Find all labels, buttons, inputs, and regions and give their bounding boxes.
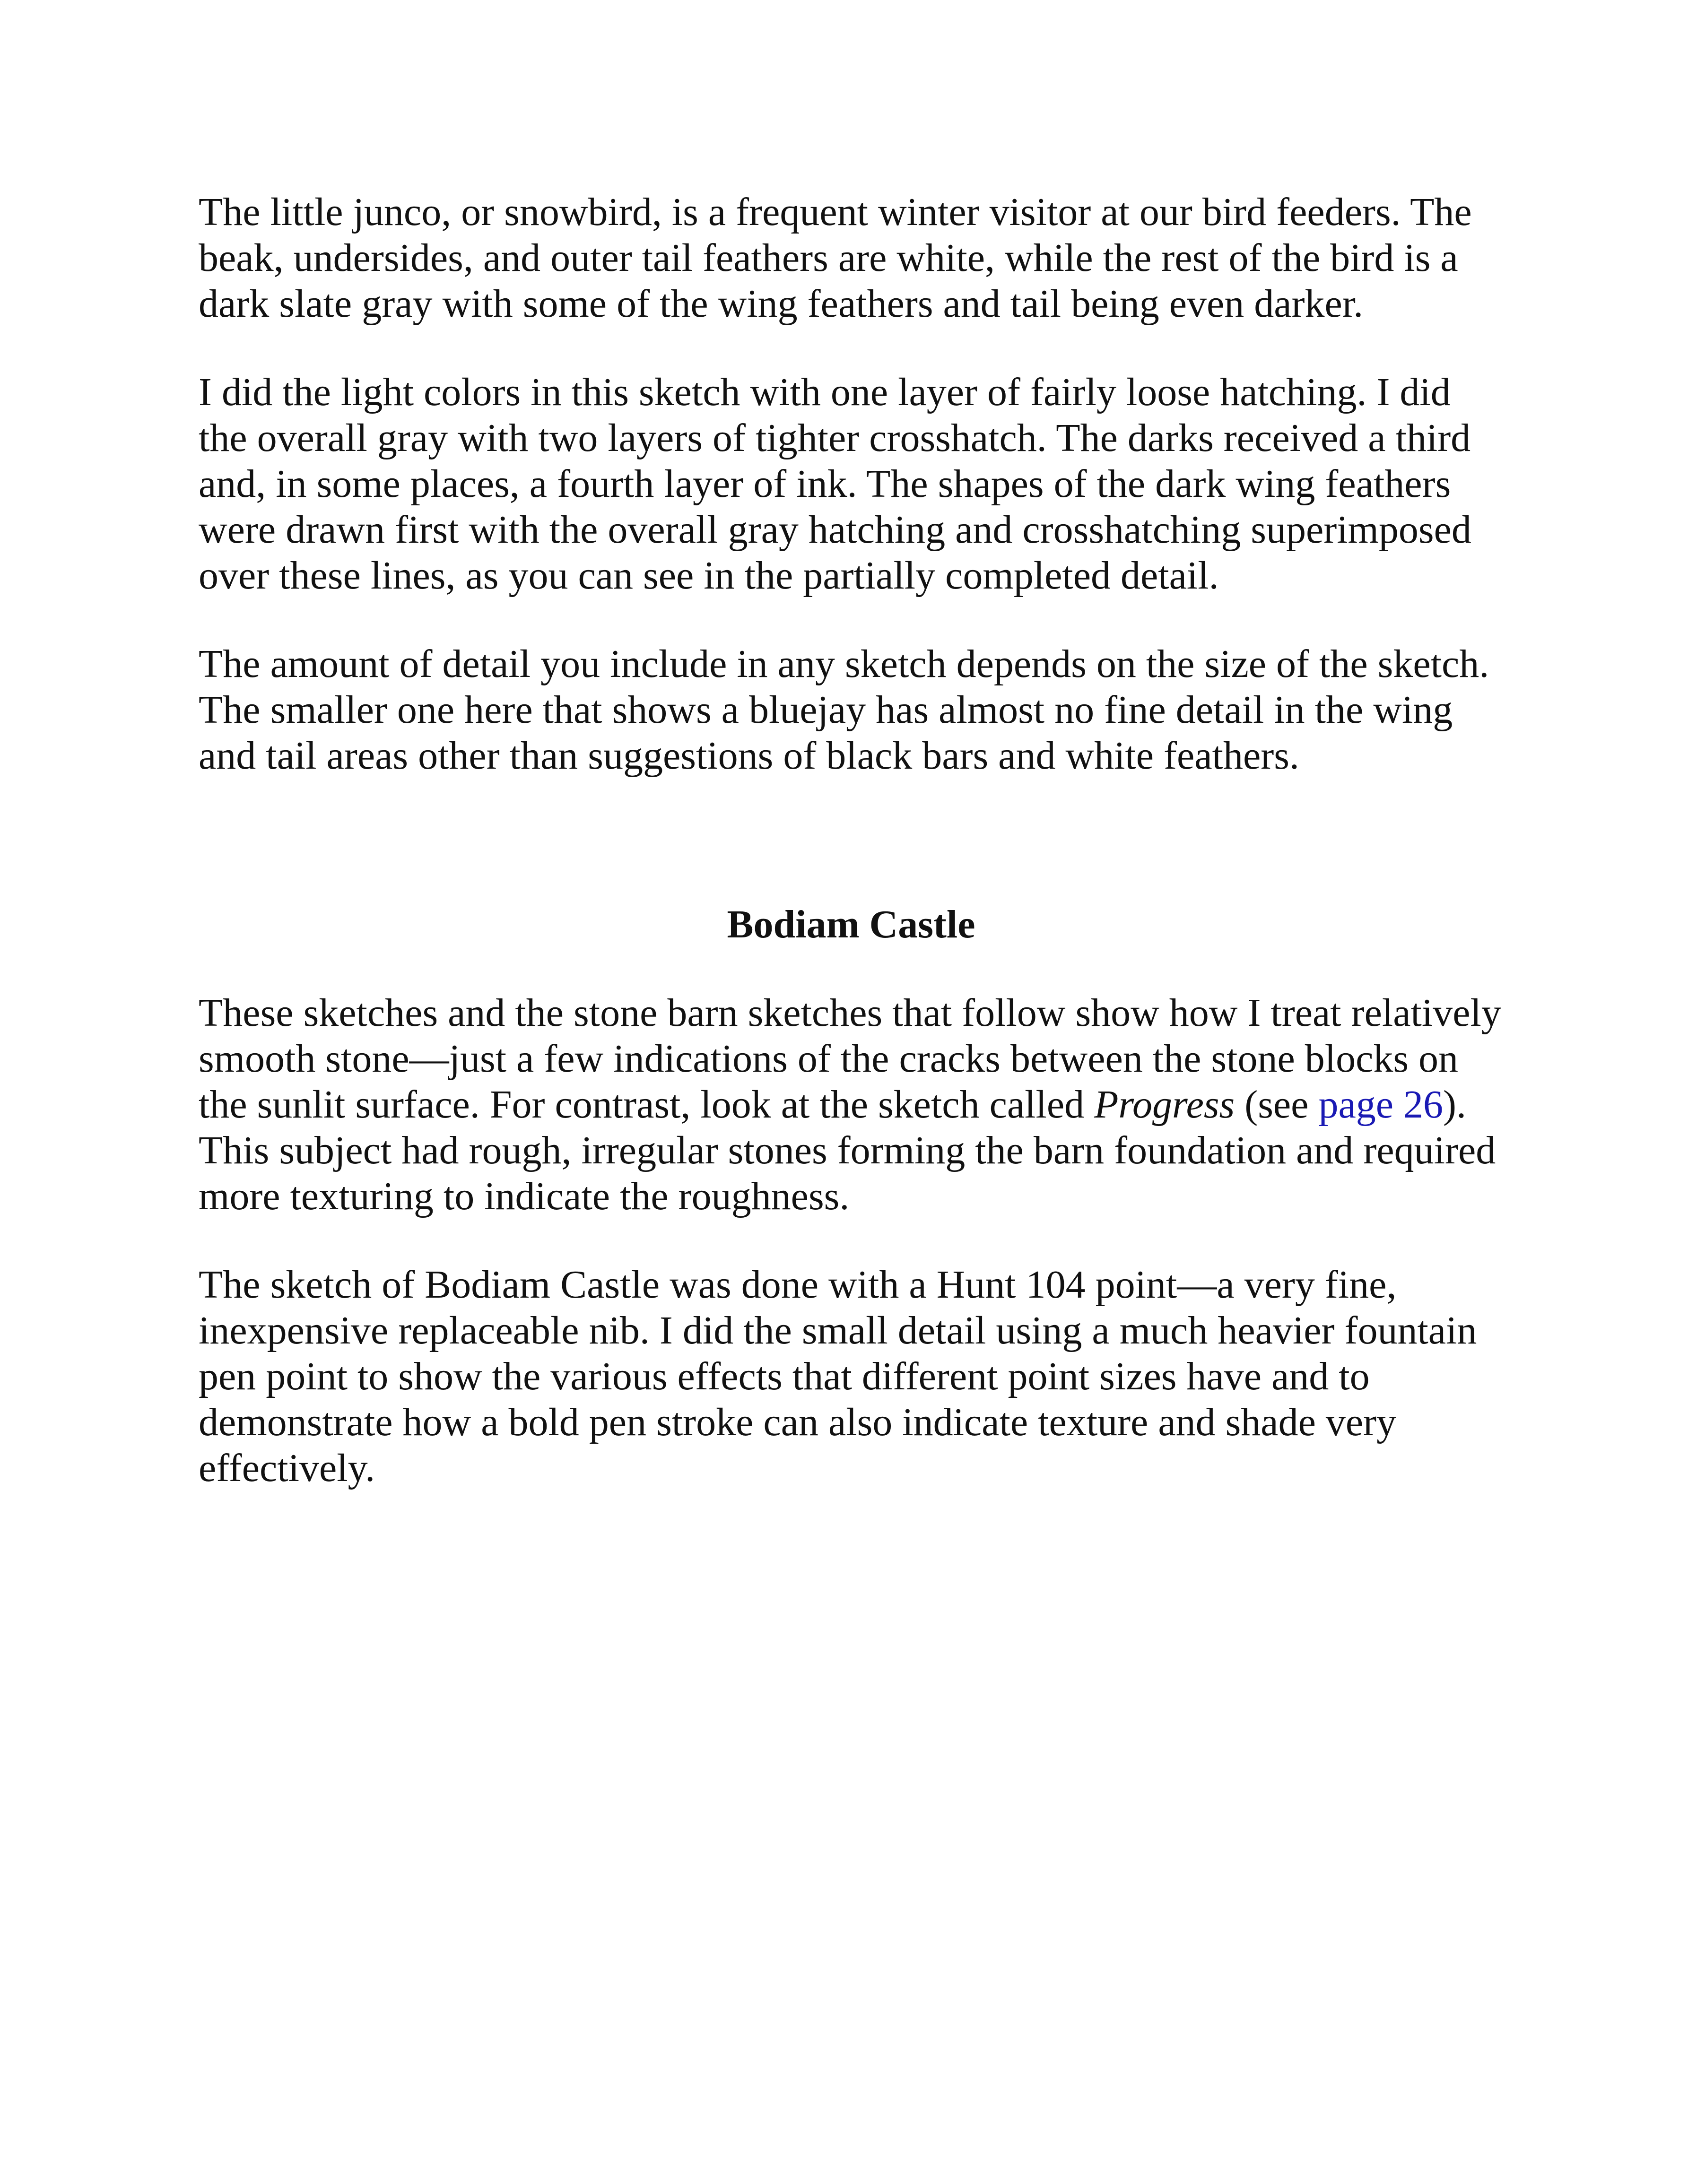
paragraph-detail: The amount of detail you include in any sketch depends on the size of the sketch. The smaller one here that shows a bluejay has almost no fine detail in the wing and tail areas other than suggestions of black bars and white feathers. [199, 642, 1489, 778]
section-heading: Bodiam Castle [727, 902, 975, 946]
paragraph-stone-text-1: These sketches and the stone barn sketches that follow show how I treat relatively smooth stone—just a few indications of the cracks between the stone blocks on the sunlit surface. For contrast, look at the sketch called [199, 991, 1501, 1127]
paragraph-stone-text-2: (see [1235, 1083, 1319, 1127]
paragraph-stone [199, 990, 1504, 1219]
paragraph-bodiam: The sketch of Bodiam Castle was done with a Hunt 104 point—a very fine, inexpensive replaceable nib. I did the small detail using a much heavier fountain pen point to show the various effects that different point sizes have and to demonstrate how a bold pen stroke can also indicate texture and shade very effectively. [199, 1263, 1477, 1490]
progress-title: Progress [1094, 1083, 1235, 1127]
paragraph-junco: The little junco, or snowbird, is a frequent winter visitor at our bird feeders. The beak, undersides, and outer tail feathers are white, while the rest of the bird is a dark slate gray with some of the wing feathers and tail being even darker. [199, 190, 1472, 326]
paragraph-hatching: I did the light colors in this sketch with one layer of fairly loose hatching. I did the overall gray with two layers of tighter crosshatch. The darks received a third and, in some places, a fourth layer of ink. The shapes of the dark wing feathers were drawn first with the overall gray hatching and crosshatching superimposed over these lines, as you can see in the partially completed detail. [199, 370, 1471, 598]
page-26-link[interactable]: page 26 [1318, 1083, 1444, 1127]
document-page [199, 189, 1504, 1491]
paragraph-stone-text-3: ). This subject had rough, irregular stones forming the barn foundation and required more texturing to indicate the roughness. [199, 1083, 1496, 1218]
